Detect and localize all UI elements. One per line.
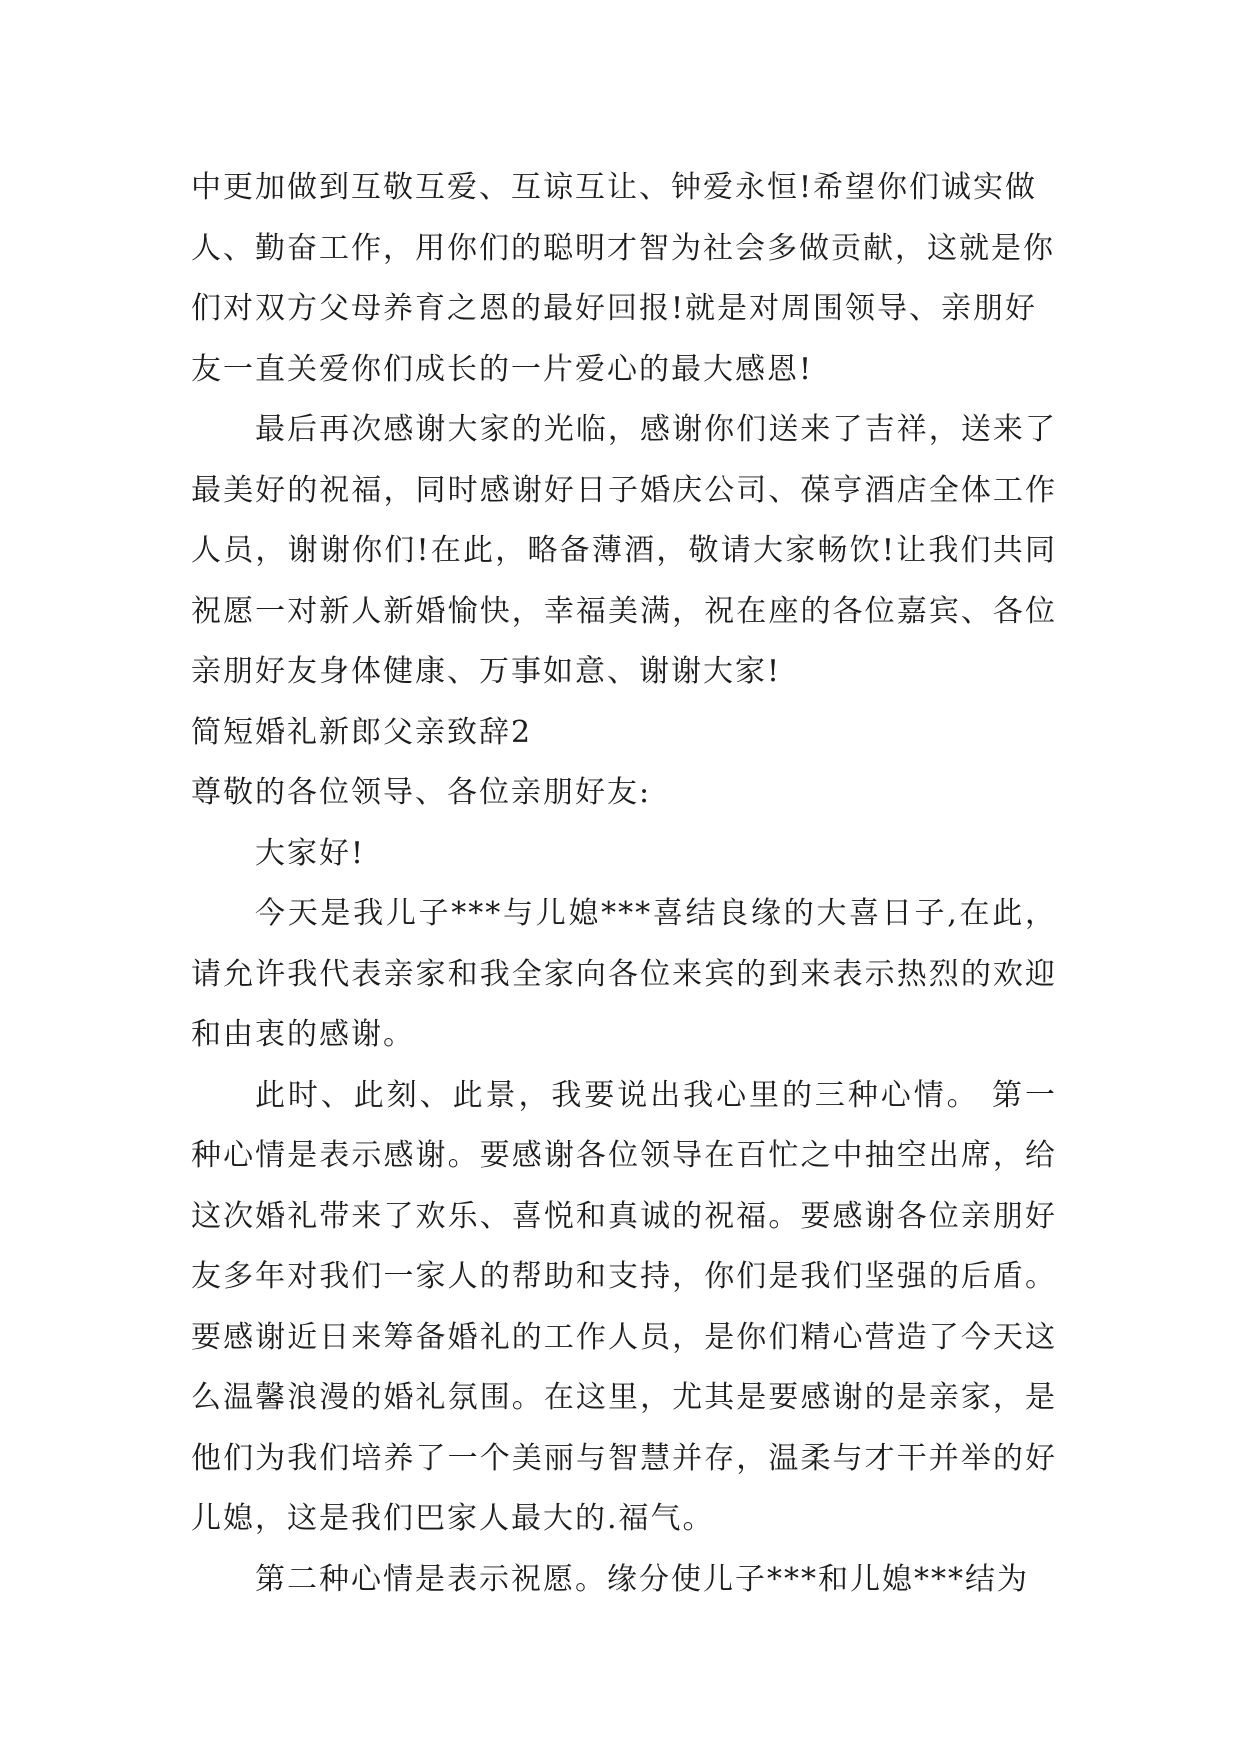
paragraph-three-feelings: 此时、此刻、此景，我要说出我心里的三种心情。 第一种心情是表示感谢。要感谢各位领导在百忙之中抽空出席，给这次婚礼带来了欢乐、喜悦和真诚的祝福。要感谢各位亲朋好友多年对我们一家人的帮助和支持，你们是我们坚强的后盾。要感谢近日来筹备婚礼的工作人员，是你们精心营造了今天这么温馨浪漫的婚礼氛围。在这里，尤其是要感谢的是亲家，是他们为我们培养了一个美丽与智慧并存，温柔与才干并举的好儿媳，这是我们巴家人最大的.福气。 [191, 1077, 1057, 1536]
paragraph-welcome: 今天是我儿子***与儿媳***喜结良缘的大喜日子,在此，请允许我代表亲家和我全家向各位来宾的到来表示热烈的欢迎和由衷的感谢。 [191, 896, 1057, 1052]
salutation: 尊敬的各位领导、各位亲朋好友: [191, 775, 652, 810]
paragraph-thanks: 最后再次感谢大家的光临，感谢你们送来了吉祥，送来了最美好的祝福，同时感谢好日子婚庆公司、葆亨酒店全体工作人员，谢谢你们!在此，略备薄酒，敬请大家畅饮!让我们共同祝愿一对新人新婚愉快，幸福美满，祝在座的各位嘉宾、各位亲朋好友身体健康、万事如意、谢谢大家! [191, 412, 1057, 689]
paragraph-second-feeling: 第二种心情是表示祝愿。缘分使儿子***和儿媳***结为 [255, 1561, 1029, 1597]
section-heading: 简短婚礼新郎父亲致辞2 [191, 714, 533, 750]
paragraph-continued: 中更加做到互敬互爱、互谅互让、钟爱永恒!希望你们诚实做人、勤奋工作，用你们的聪明才智为社会多做贡献，这就是你们对双方父母养育之恩的最好回报!就是对周围领导、亲朋好友一直关爱你们成长的一片爱心的最大感恩! [191, 170, 1055, 387]
document-body [191, 158, 1057, 1610]
greeting: 大家好! [255, 835, 366, 871]
